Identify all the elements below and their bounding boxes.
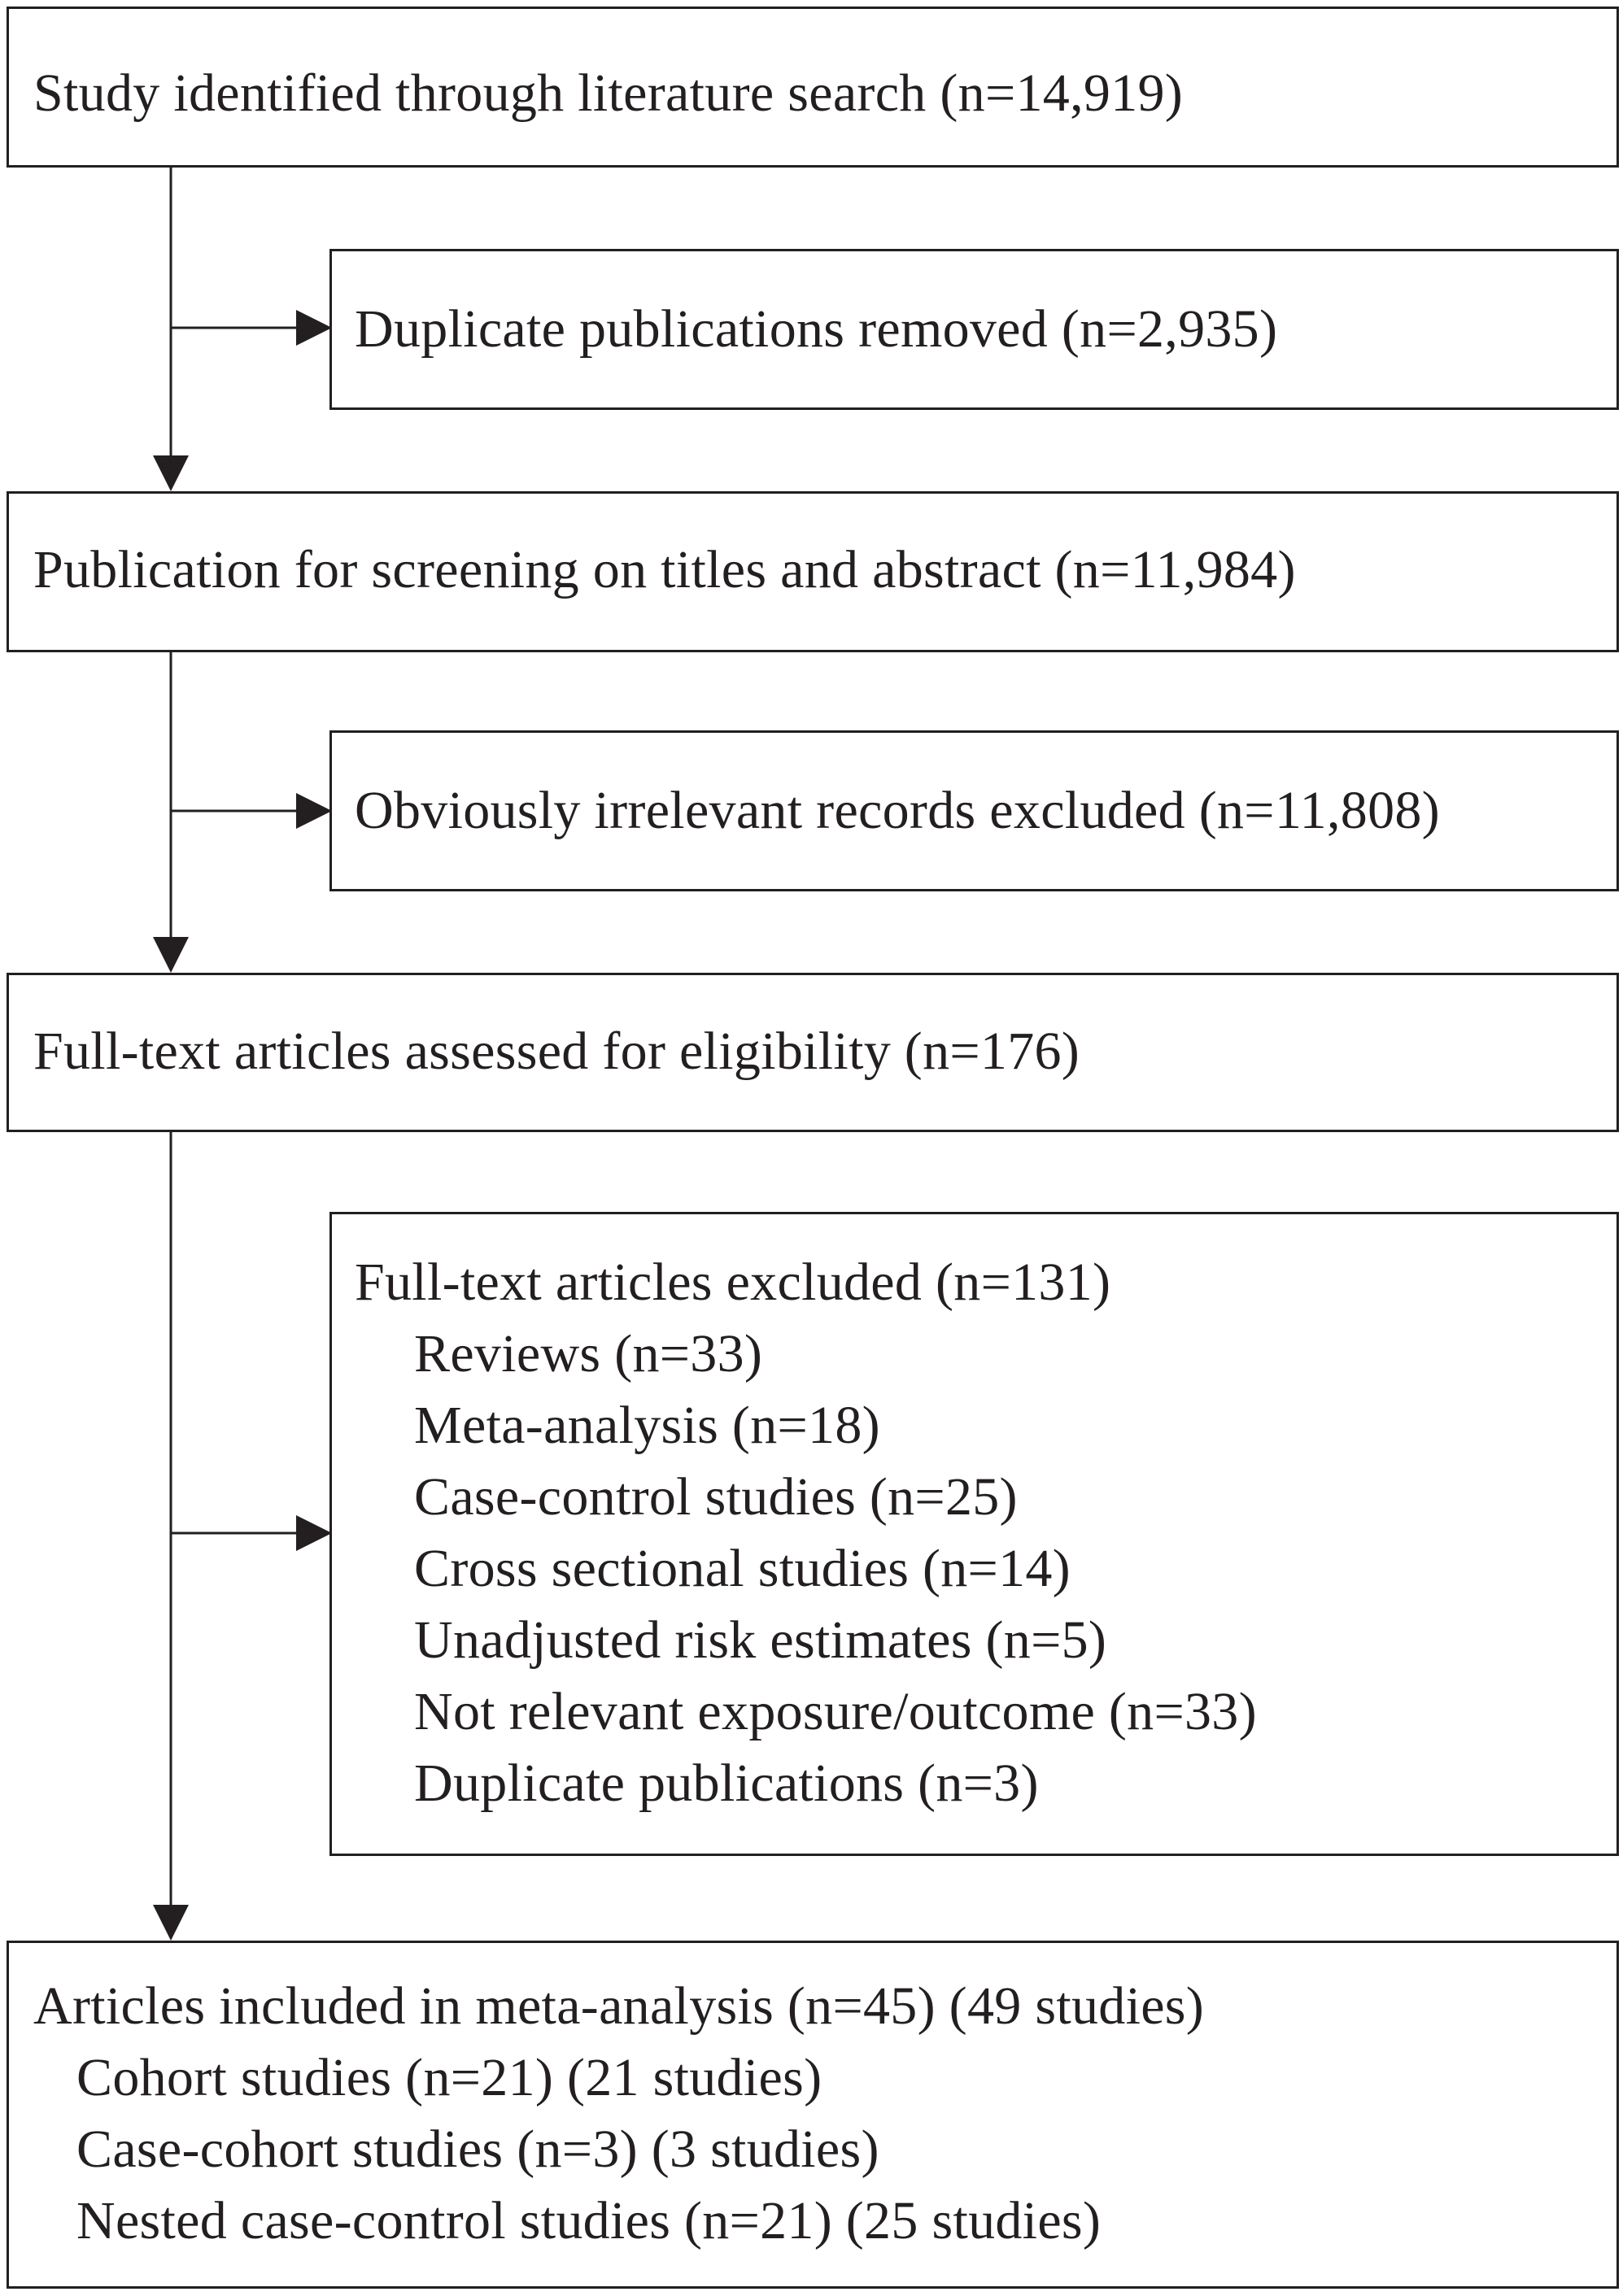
excluded-item: Unadjusted risk estimates (n=5) (414, 1610, 1107, 1670)
excluded-item: Meta-analysis (n=18) (414, 1396, 880, 1455)
arrowhead-down-included (153, 1905, 189, 1941)
box-irrelevant-excluded (329, 730, 1619, 891)
fulltext-excluded-heading: Full-text articles excluded (n=131) (355, 1253, 1111, 1312)
excluded-item: Duplicate publications (n=3) (414, 1754, 1039, 1813)
box-fulltext-assessed (7, 973, 1619, 1132)
fulltext-assessed-text: Full-text articles assessed for eligibility (n=176) (33, 1022, 1080, 1081)
duplicates-removed-text: Duplicate publications removed (n=2,935) (355, 299, 1278, 359)
box-duplicates-removed (329, 249, 1619, 410)
box-fulltext-excluded (329, 1212, 1619, 1856)
box-screening (7, 491, 1619, 652)
arrowhead-down-fulltext (153, 937, 189, 973)
excluded-item: Cross sectional studies (n=14) (414, 1539, 1071, 1598)
included-heading: Articles included in meta-analysis (n=45) (49 studies) (33, 1976, 1205, 2036)
arrowhead-right-irrelevant (296, 793, 332, 829)
irrelevant-excluded-text: Obviously irrelevant records excluded (n=11,808) (355, 781, 1440, 840)
identified-text: Study identified through literature search (n=14,919) (33, 63, 1184, 123)
box-identified (7, 7, 1619, 168)
included-item: Cohort studies (n=21) (21 studies) (76, 2048, 822, 2107)
included-item: Case-cohort studies (n=3) (3 studies) (76, 2120, 879, 2179)
arrowhead-right-duplicates (296, 310, 332, 346)
excluded-item: Reviews (n=33) (414, 1324, 763, 1383)
included-item: Nested case-control studies (n=21) (25 studies) (76, 2191, 1102, 2250)
screening-text: Publication for screening on titles and abstract (n=11,984) (33, 540, 1296, 599)
box-included (7, 1941, 1619, 2289)
arrowhead-down-screening (153, 455, 189, 491)
excluded-item: Case-control studies (n=25) (414, 1467, 1018, 1527)
excluded-item: Not relevant exposure/outcome (n=33) (414, 1682, 1257, 1741)
arrowhead-right-fulltext-excluded (296, 1515, 332, 1551)
